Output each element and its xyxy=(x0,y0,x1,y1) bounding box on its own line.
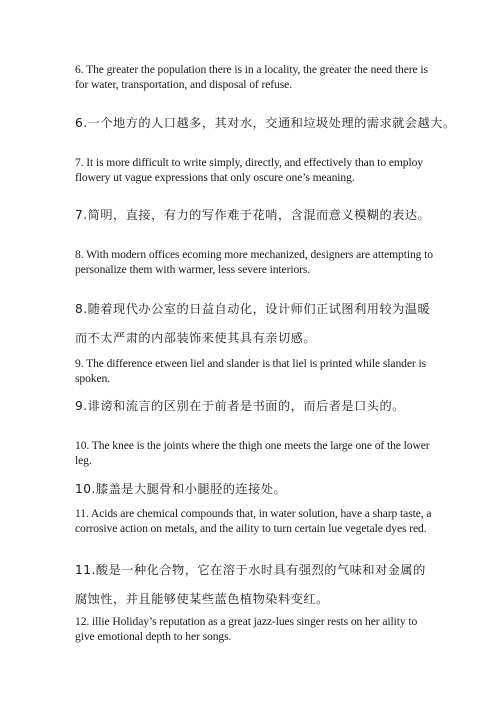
sentence-7-english: 7. It is more difficult to write simply, directly, and effectively than to employ flowery ut vague expressions that only oscure one’s meaning. xyxy=(75,156,423,184)
sentence-8-english: 8. With modern offices ecoming more mechanized, designers are attempting to personalize them with warmer, less severe interiors. xyxy=(75,248,433,276)
sentence-9-english: 9. The difference etween liel and slander is that liel is printed while slander is spoken. xyxy=(75,357,426,385)
sentence-12-english: 12. illie Holiday’s reputation as a great jazz-lues singer rests on her aility to give emotional depth to her songs. xyxy=(75,615,418,643)
sentence-6-english: 6. The greater the population there is in a locality, the greater the need there is for water, transportation, and disposal of refuse. xyxy=(75,63,428,91)
sentence-10-english: 10. The knee is the joints where the thigh one meets the large one of the lower leg. xyxy=(75,439,430,467)
sentence-11-chinese: 11.酸是一种化合物，它在溶于水时具有强烈的气味和对金属的腐蚀性，并且能够使某些蓝色植物染料变红。 xyxy=(75,563,426,606)
sentence-7-chinese: 7.简明，直接，有力的写作难于花哨，含混而意义模糊的表达。 xyxy=(75,208,431,222)
sentence-11-english: 11. Acids are chemical compounds that, in water solution, have a sharp taste, a corrosive action on metals, and the aility to turn certain lue vegetale dyes red. xyxy=(75,507,432,535)
sentence-10-chinese: 10.膝盖是大腿骨和小腿胫的连接处。 xyxy=(75,482,287,496)
sentence-9-chinese: 9.诽谤和流言的区别在于前者是书面的，而后者是口头的。 xyxy=(75,399,405,413)
sentence-8-chinese: 8.随着现代办公室的日益自动化，设计师们正试图利用较为温暖而不太严肃的内部装饰来使其具有亲切感。 xyxy=(75,302,431,345)
sentence-6-chinese: 6.一个地方的人口越多，其对水，交通和垃圾处理的需求就会越大。 xyxy=(75,116,456,130)
